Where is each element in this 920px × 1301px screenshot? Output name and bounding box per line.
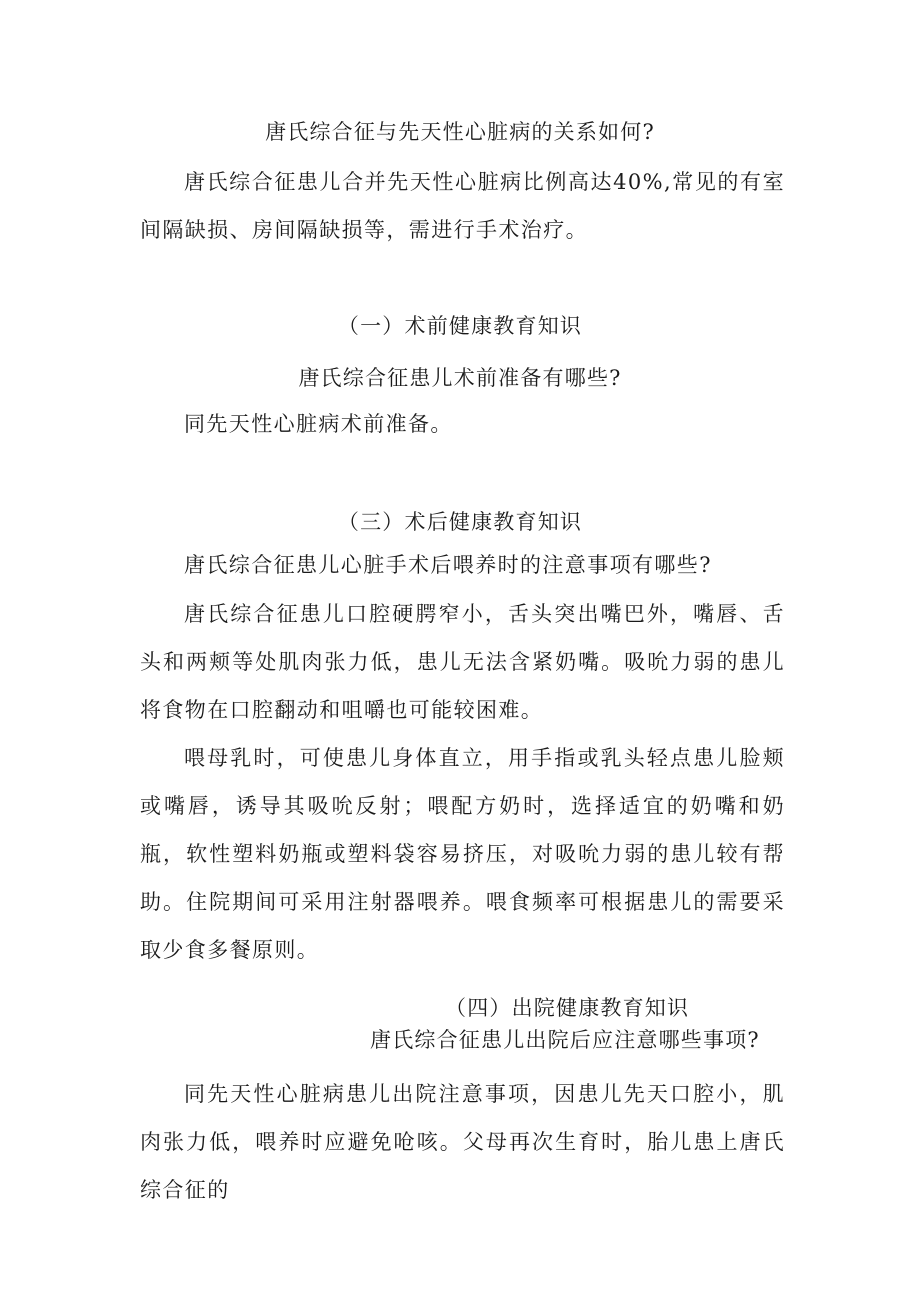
section-post-heading: （三）术后健康教育知识 [337, 510, 583, 534]
section-post-question: 唐氏综合征患儿心脏手术后喂养时的注意事项有哪些? [184, 553, 712, 577]
intro-question: 唐氏综合征与先天性心脏病的关系如何? [265, 120, 655, 144]
section-discharge-heading: （四）出院健康教育知识 [445, 996, 690, 1020]
section-post-paragraph-1: 唐氏综合征患儿口腔硬腭窄小，舌头突出嘴巴外，嘴唇、舌头和两颊等处肌肉张力低，患儿无法含紧奶嘴。吸吮力弱的患儿将食物在口腔翻动和咀嚼也可能较困难。 [140, 602, 785, 722]
section-pre-heading: （一）术前健康教育知识 [337, 314, 583, 338]
section-pre-question: 唐氏综合征患儿术前准备有哪些? [298, 366, 622, 390]
intro-answer: 唐氏综合征患儿合并先天性心脏病比例高达40%,常见的有室间隔缺损、房间隔缺损等，需进行手术治疗。 [140, 170, 785, 242]
section-pre-answer: 同先天性心脏病术前准备。 [184, 412, 453, 436]
section-discharge-paragraph-1: 同先天性心脏病患儿出院注意事项，因患儿先天口腔小，肌肉张力低，喂养时应避免呛咳。父母再次生育时，胎儿患上唐氏综合征的 [140, 1082, 785, 1202]
section-discharge-question: 唐氏综合征患儿出院后应注意哪些事项? [370, 1028, 760, 1052]
section-post-paragraph-2: 喂母乳时，可使患儿身体直立，用手指或乳头轻点患儿脸颊或嘴唇，诱导其吸吮反射；喂配方奶时，选择适宜的奶嘴和奶瓶，软性塑料奶瓶或塑料袋容易挤压，对吸吮力弱的患儿较有帮助。住院期间可采用注射器喂养。喂食频率可根据患儿的需要采取少食多餐原则。 [140, 746, 785, 962]
